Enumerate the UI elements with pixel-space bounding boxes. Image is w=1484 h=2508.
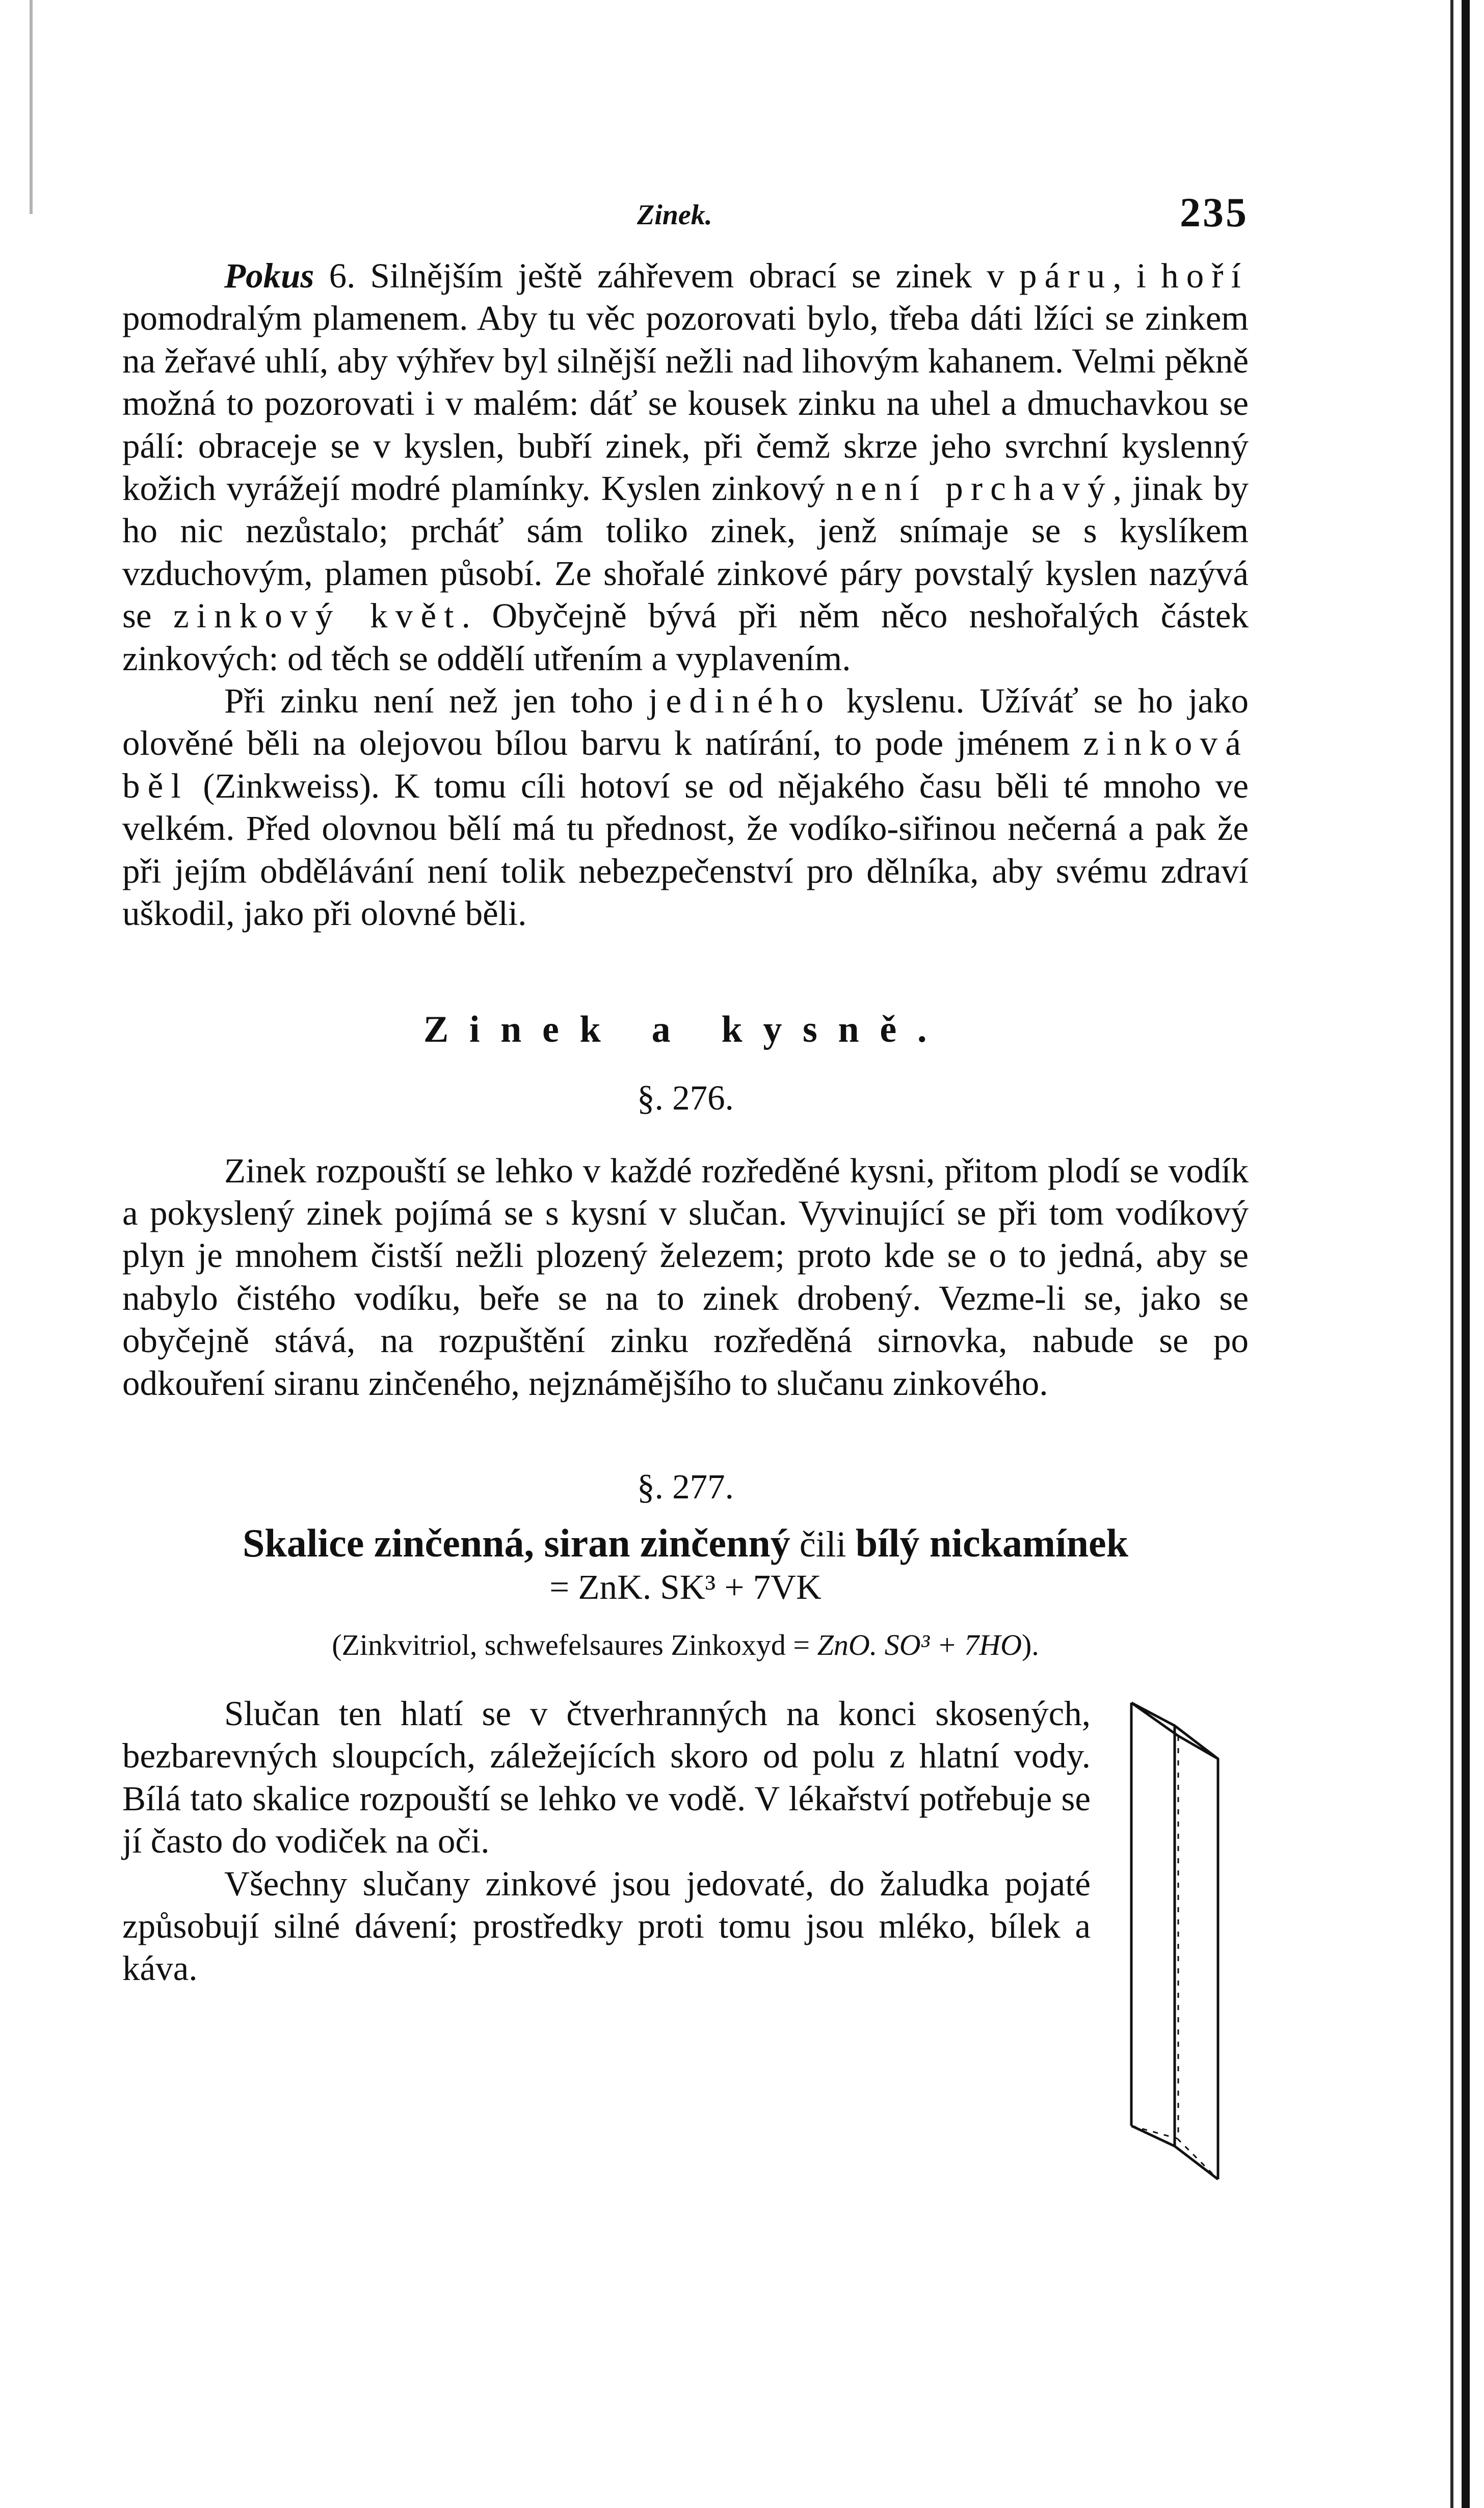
title-bold-2: bílý nickamínek	[855, 1520, 1128, 1565]
synonyms-text: (Zinkvitriol, schwefelsaures Zinkoxyd =	[332, 1628, 817, 1661]
book-page	[122, 189, 1249, 1990]
page-header	[122, 189, 1249, 255]
compound-synonyms	[122, 1622, 1249, 1668]
paragraph-toxicity: Všechny slučany zinkové jsou jedovaté, do žaludka pojaté způsobují silné dávení; prostředky proti tomu jsou mléko, bílek a káva.	[122, 1864, 1091, 1988]
text-run: pomodralým plamenem. Aby tu věc pozorovati bylo, třeba dáti lžíci se zinkem na žeřavé uhlí, aby výhřev byl silnější nežli nad lihovým kahanem. Velmi pěkně možná to pozorovati i v malém: dáť se kousek zinku na uhel a dmuchavkou se pálí: obraceje se v kyslen, bubří zinek, při čemž skrze jeho svrchní kyslenný kožich vyrážejí modré plamínky. Kyslen zinkový	[122, 299, 1249, 508]
page-edge-shadow	[1462, 0, 1470, 2508]
pokus-label: Pokus	[224, 256, 314, 295]
compound-title	[122, 1521, 1249, 1566]
title-conjunction: čili	[790, 1523, 856, 1565]
paragraph-zinc-white	[122, 680, 1249, 935]
text-run: 6. Silnějším ještě záhřevem obrací se zinek v	[314, 256, 1019, 295]
spaced-term: zinkový květ	[173, 596, 462, 636]
text-run: . Obyčejně bývá při něm něco neshořalých částek zinkových: od těch se oddělí utřením a vyplavením.	[122, 596, 1249, 678]
running-title: Zinek.	[637, 199, 712, 231]
text-run: kyslenu. Užíváť se ho jako olověné běli na olejovou bílou barvu k natírání, to pode jménem	[122, 681, 1249, 763]
text-run: Při zinku není než jen toho	[224, 681, 649, 721]
page-number: 235	[1180, 189, 1249, 235]
text-run: (Zinkweiss). K tomu cíli hotoví se od nějakého času běli té mnoho ve velkém. Před olovnou bělí má tu přednost, že vodíko-siřinou nečerná a pak že při jejím obdělávání není tolik nebezpečenství pro dělníka, aby svému zdraví uškodil, jako při olovné běli.	[122, 766, 1249, 933]
synonyms-close: ).	[1021, 1628, 1039, 1661]
section-number-277: §. 277.	[637, 1467, 734, 1506]
text-run: , jinak by ho nic nezůstalo; prcháť sám toliko zinek, jenž snímaje se s kyslíkem vzduchovým, plamen působí. Ze shořalé zinkové páry povstalý kyslen nazývá se	[122, 469, 1249, 636]
text-run: , i	[1112, 256, 1161, 295]
synonyms-formula: ZnO. SO³ + 7HO	[817, 1628, 1022, 1661]
spaced-term: není prchavý	[835, 469, 1113, 508]
page-edge-line	[1450, 0, 1453, 2508]
paragraph-pokus	[122, 255, 1249, 680]
paragraph-zinc-acids: Zinek rozpouští se lehko v každé rozředěné kysni, přitom plodí se vodík a pokyslený zinek pojímá se s kysní v slučan. Vyvinující se při tom vodíkový plyn je mnohem čistší nežli plozený železem; proto kde se o to jedná, aby se nabylo čistého vodíku, beře se na to zinek drobený. Vezme-li se, jako se obyčejně stává, na rozpuštění zinku rozředěná sirnovka, nabude se po odkouření siranu zinčeného, nejznámějšího to slučanu zinkového.	[122, 1151, 1249, 1403]
compound-formula: = ZnK. SK³ + 7VK	[549, 1567, 822, 1606]
title-bold-1: Skalice zinčenná, siran zinčenný	[243, 1520, 790, 1565]
spaced-term: zinková běl	[122, 724, 1249, 805]
spaced-term: jediného	[648, 681, 832, 721]
crystal-section	[122, 1693, 1249, 1990]
section-heading: Zinek a kysně.	[423, 1008, 948, 1050]
spaced-term: páru	[1019, 256, 1113, 295]
paragraph-crystals: Slučan ten hlatí se v čtverhranných na konci skosených, bezbarevných sloupcích, záležejících skoro od polu z hlatní vody. Bílá tato skalice rozpouští se lehko ve vodě. V lékařství potřebuje se jí často do vodiček na oči.	[122, 1694, 1091, 1861]
crystal-prism-illustration	[1121, 1687, 1238, 2187]
section-number-276: §. 276.	[637, 1078, 734, 1117]
binding-edge	[30, 0, 33, 214]
spaced-term: hoří	[1161, 256, 1249, 295]
